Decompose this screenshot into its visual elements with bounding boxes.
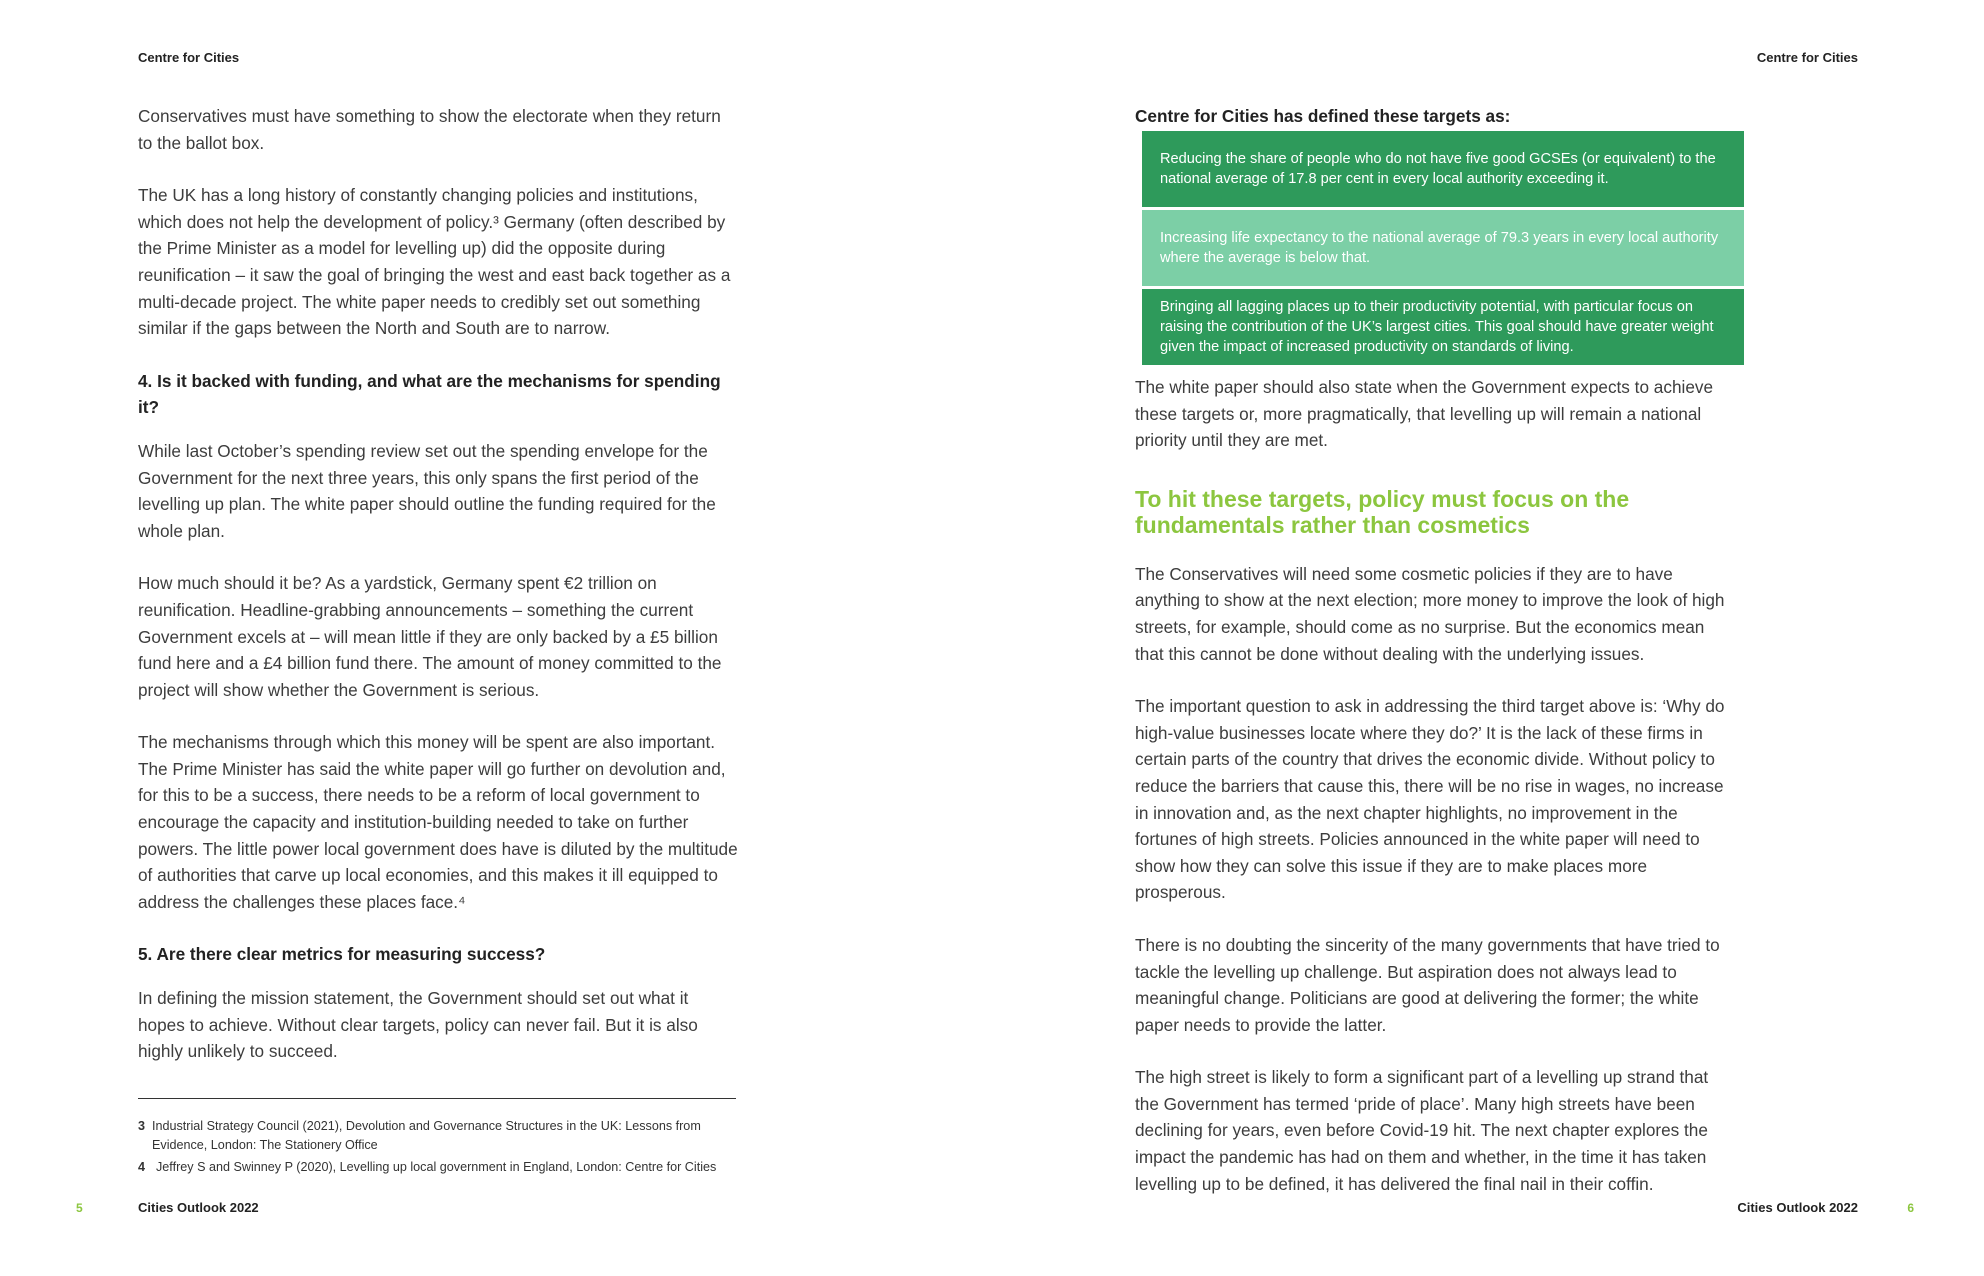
footer-title-left: Cities Outlook 2022 [138,1200,259,1215]
target-box-life-expectancy [1142,210,1744,286]
running-header-right: Centre for Cities [1756,50,1858,65]
right-page-column [1135,374,1735,1197]
footnote-rule [138,1098,736,1099]
left-paragraph-1: Conservatives must have something to show the electorate when they return to the ballot box. [138,106,721,153]
target-box-productivity [1142,289,1744,365]
section-heading: To hit these targets, policy must focus on the fundamentals rather than cosmetics [1135,485,1630,539]
left-paragraph-5: The mechanisms through which this money will be spent are also important. The Prime Minister has said the white paper will go further on devolution and, for this to be a success, there needs to be a reform of local government to encourage the capacity and institution-building needed to take on further powers. The little power local government does have is diluted by the multitude of authorities that carve up local economies, and this makes it ill equipped to address the challenges these places face.⁴ [138,732,738,912]
footnote-number: 4 [138,1160,146,1174]
right-paragraph-1: The white paper should also state when the Government expects to achieve these targets or, more pragmatically, that levelling up will remain a national priority until they are met. [1135,377,1714,451]
right-paragraph-3: The important question to ask in addressing the third target above is: ‘Why do high-value businesses locate where they do?’ It is the lack of these firms in certain parts of the country that drives the economic divide. Without policy to reduce the barriers that cause this, there will be no rise in wages, no increase in innovation and, as the next chapter highlights, no improvement in the fortunes of high streets. Policies announced in the white paper will need to show how they can solve this issue if they are to make places more prosperous. [1135,696,1725,903]
page-number-right: 6 [1907,1201,1914,1215]
target-text: Bringing all lagging places up to their productivity potential, with particular focus on raising the contribution of the UK’s largest cities. This goal should have greater weight given the impact of increased productivity on standards of living. [1160,299,1714,355]
footnote-text: Jeffrey S and Swinney P (2020), Levelling up local government in England, London: Centre for Cities [156,1160,717,1174]
left-paragraph-6: In defining the mission statement, the Government should set out what it hopes to achieve. Without clear targets, policy can never fail. But it is also highly unlikely to succeed. [138,988,698,1062]
right-paragraph-4: There is no doubting the sincerity of the many governments that have tried to tackle the levelling up challenge. But aspiration does not always lead to meaningful change. Politicians are good at delivering the former; the white paper needs to provide the latter. [1135,934,1720,1035]
footnotes [138,1117,738,1177]
footnote-text: Industrial Strategy Council (2021), Devolution and Governance Structures in the UK: Lessons from Evidence, London: The Stationery Office [152,1119,701,1152]
question-4-heading: 4. Is it backed with funding, and what are the mechanisms for spending it? [138,370,721,418]
right-paragraph-5: The high street is likely to form a significant part of a levelling up strand that the Government has termed ‘pride of place’. Many high streets have been declining for years, even before Covid-19 hit. The next chapter explores the impact the pandemic has had on them and whether, in the time it has taken levelling up to be defined, it has delivered the final nail in their coffin. [1135,1067,1709,1194]
right-paragraph-2: The Conservatives will need some cosmetic policies if they are to have anything to show at the next election; more money to improve the look of high streets, for example, should come as no surprise. But the economics mean that this cannot be done without dealing with the underlying issues. [1135,563,1725,664]
running-header-left: Centre for Cities [138,50,240,65]
left-page-column [138,103,738,1065]
left-paragraph-4: How much should it be? As a yardstick, Germany spent €2 trillion on reunification. Headline-grabbing announcements – something the current Government excels at – will mean little if they are only backed by a £5 billion fund here and a £4 billion fund there. The amount of money committed to the project will show whether the Government is serious. [138,573,722,700]
target-box-education [1142,131,1744,207]
left-paragraph-2: The UK has a long history of constantly changing policies and institutions, which does not help the development of policy.³ Germany (often described by the Prime Minister as a model for levelling up) did the opposite during reunification – it saw the goal of bringing the west and east back together as a multi-decade project. The white paper needs to credibly set out something similar if the gaps between the North and South are to narrow. [138,185,731,339]
footer-title-right: Cities Outlook 2022 [1737,1200,1858,1215]
target-text: Increasing life expectancy to the national average of 79.3 years in every local authority where the average is below that. [1160,230,1719,266]
footnote-3 [138,1117,738,1155]
targets-heading: Centre for Cities has defined these targets as: [1135,106,1511,126]
left-paragraph-3: While last October’s spending review set out the spending envelope for the Government for the next three years, this only spans the first period of the levelling up plan. The white paper should outline the funding required for the whole plan. [138,440,716,541]
page-number-left: 5 [76,1201,83,1215]
question-5-heading: 5. Are there clear metrics for measuring success? [138,944,546,965]
target-text: Reducing the share of people who do not have five good GCSEs (or equivalent) to the national average of 17.8 per cent in every local authority exceeding it. [1160,151,1716,187]
footnote-4 [138,1158,738,1177]
footnote-number: 3 [138,1119,146,1133]
